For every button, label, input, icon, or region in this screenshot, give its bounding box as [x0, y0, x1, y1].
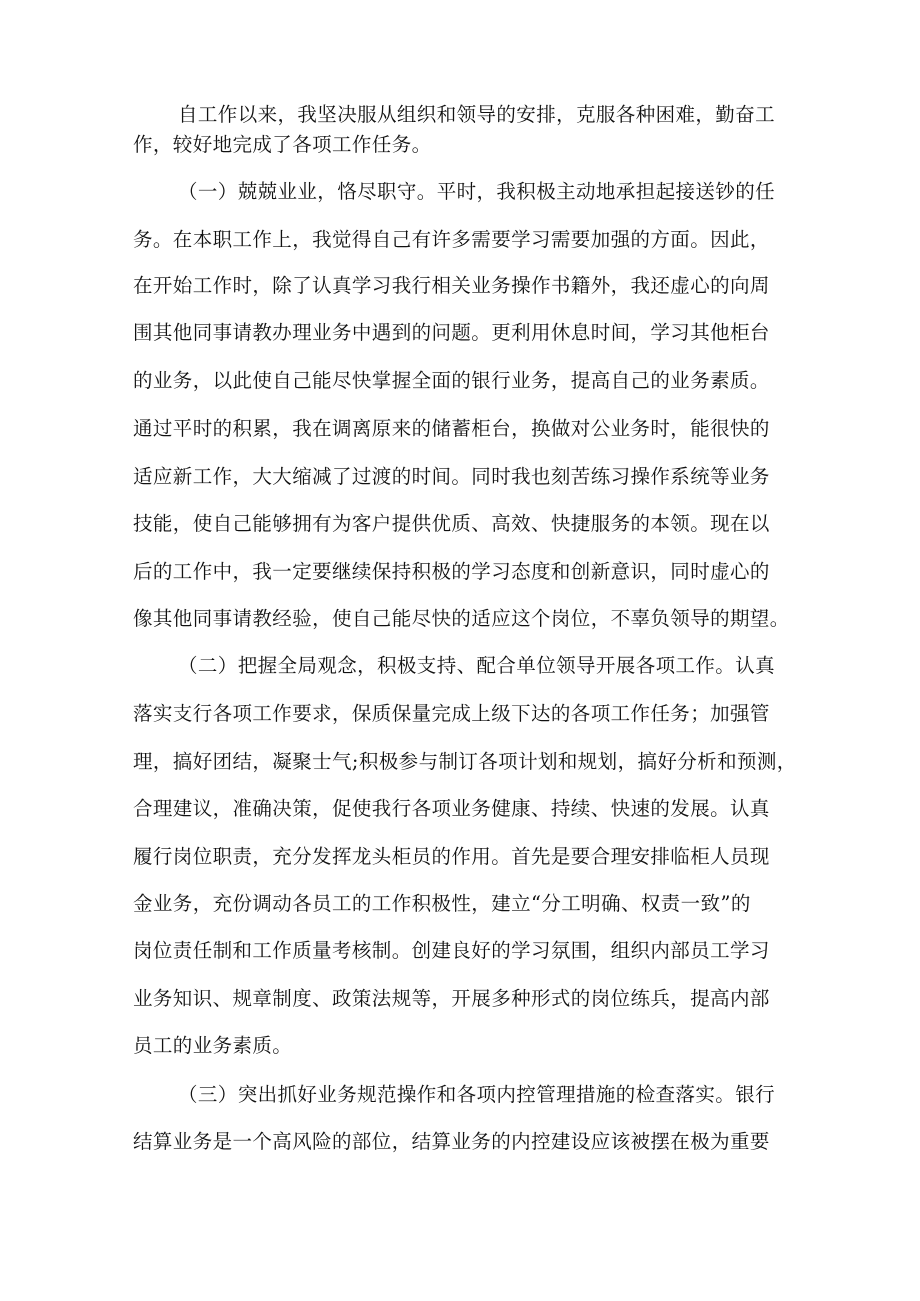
paragraph-2-line-3: 在开始工作时，除了认真学习我行相关业务操作书籍外，我还虚心的向周 [133, 274, 770, 297]
paragraph-2-line-1: （一）兢兢业业，恪尽职守。平时，我积极主动地承担起接送钞的任 [178, 180, 776, 203]
paragraph-3-line-9: 员工的业务素质。 [133, 1034, 293, 1057]
paragraph-3-line-7: 岗位责任制和工作质量考核制。创建良好的学习氛围，组织内部员工学习 [133, 939, 770, 962]
paragraph-3-line-2: 落实支行各项工作要求，保质保量完成上级下达的各项工作任务；加强管 [133, 702, 770, 725]
paragraph-3-line-3: 理，搞好团结，凝聚士气;积极参与制订各项计划和规划，搞好分析和预测， [133, 750, 797, 773]
paragraph-1-line-1: 自工作以来，我坚决服从组织和领导的安排，克服各种困难，勤奋工 [178, 103, 776, 126]
paragraph-4-line-2: 结算业务是一个高风险的部位，结算业务的内控建设应该被摆在极为重要 [133, 1130, 770, 1153]
paragraph-3-line-8: 业务知识、规章制度、政策法规等，开展多种形式的岗位练兵，提高内部 [133, 987, 770, 1010]
paragraph-2-line-7: 适应新工作，大大缩减了过渡的时间。同时我也刻苦练习操作系统等业务 [133, 465, 770, 488]
paragraph-2-line-6: 通过平时的积累，我在调离原来的储蓄柜台，换做对公业务时，能很快的 [133, 417, 770, 440]
paragraph-2-line-10: 像其他同事请教经验，使自己能尽快的适应这个岗位，不辜负领导的期望。 [133, 607, 790, 630]
paragraph-3-line-6: 金业务，充份调动各员工的工作积极性，建立“分工明确、权责一致”的 [133, 892, 751, 915]
paragraph-2-line-9: 后的工作中，我一定要继续保持积极的学习态度和创新意识，同时虚心的 [133, 560, 770, 583]
paragraph-2-line-5: 的业务，以此使自己能尽快掌握全面的银行业务，提高自己的业务素质。 [133, 369, 770, 392]
paragraph-2-line-8: 技能，使自己能够拥有为客户提供优质、高效、快捷服务的本领。现在以 [133, 512, 770, 535]
paragraph-1-line-2: 作，较好地完成了各项工作任务。 [133, 133, 432, 156]
paragraph-3-line-4: 合理建议，准确决策，促使我行各项业务健康、持续、快速的发展。认真 [133, 797, 770, 820]
paragraph-2-line-4: 围其他同事请教办理业务中遇到的问题。更利用休息时间，学习其他柜台 [133, 321, 770, 344]
paragraph-3-line-1: （二）把握全局观念，积极支持、配合单位领导开展各项工作。认真 [178, 654, 776, 677]
paragraph-4-line-1: （三）突出抓好业务规范操作和各项内控管理措施的检查落实。银行 [178, 1083, 776, 1106]
paragraph-2-line-2: 务。在本职工作上，我觉得自己有许多需要学习需要加强的方面。因此， [133, 228, 770, 251]
paragraph-3-line-5: 履行岗位职责，充分发挥龙头柜员的作用。首先是要合理安排临柜人员现 [133, 845, 770, 868]
